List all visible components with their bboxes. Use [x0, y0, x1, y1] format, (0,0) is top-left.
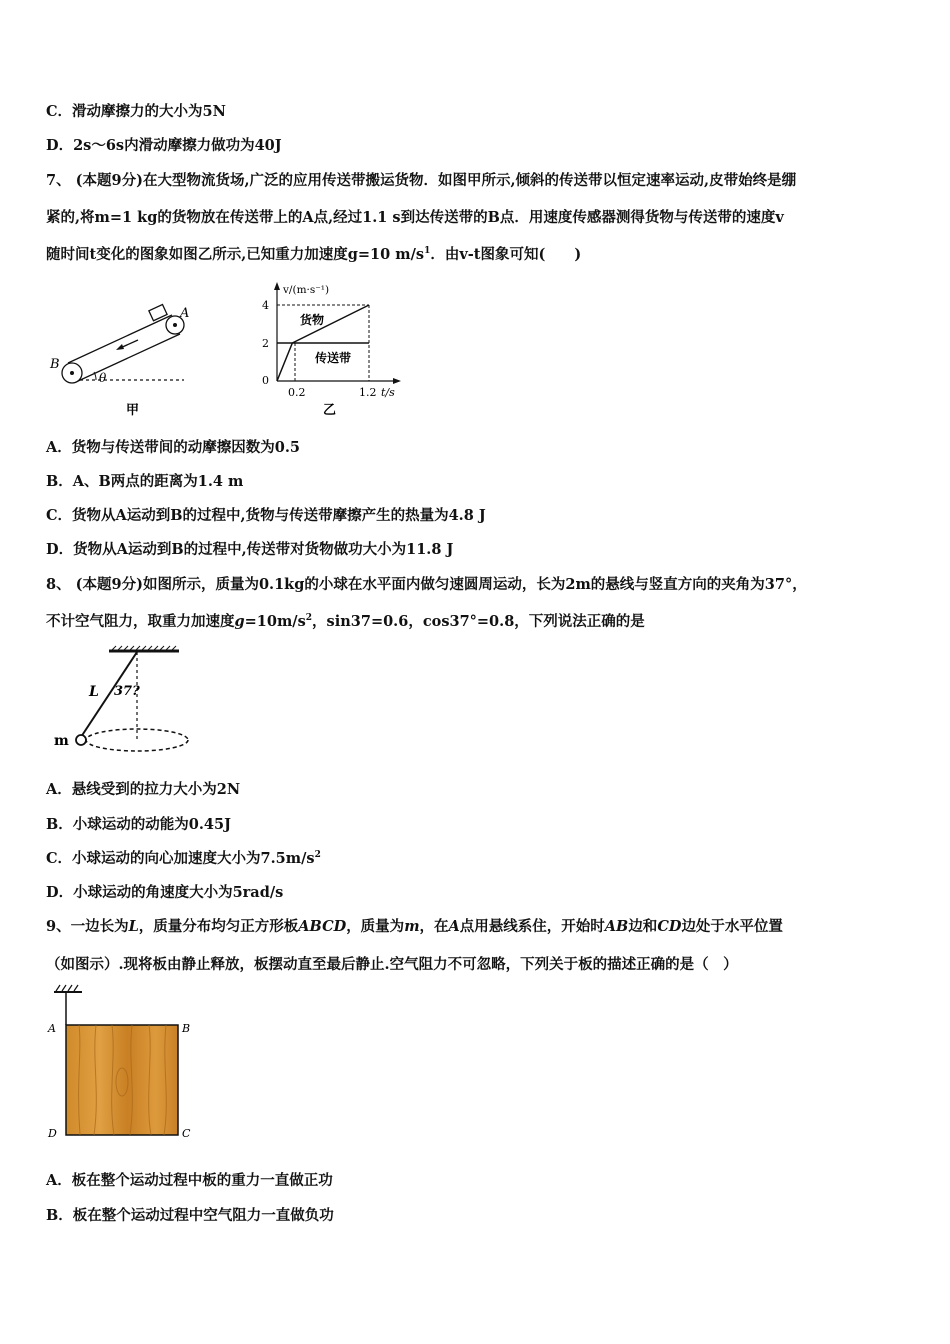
q9-option-a: A．板在整个运动过程中板的重力一直做正功 — [46, 1172, 333, 1189]
q8-option-d: D．小球运动的角速度大小为5rad/s — [46, 884, 284, 901]
q7-option-b: B．A、B两点的距离为1.4 m — [46, 473, 244, 490]
conveyor-figure — [46, 300, 196, 420]
vt-ytick-0: 0 — [262, 374, 269, 387]
board-label-b: B — [182, 1022, 191, 1035]
vt-graph — [255, 280, 415, 420]
q7-stem-line2: 紧的,将m=1 kg的货物放在传送带上的A点,经过1.1 s到达传送带的B点．用速度传感器测得货物与传送带的速度v — [46, 209, 784, 226]
vt-ylabel: v/(m·s⁻¹) — [283, 284, 330, 296]
q9-stem-line1: 9、一边长为L，质量分布均匀正方形板ABCD，质量为m，在A点用悬线系住，开始时AB边和CD边处于水平位置 — [46, 918, 783, 935]
q7-stem-line1: 7、 (本题9分)在大型物流货场,广泛的应用传送带搬运货物．如图甲所示,倾斜的传送带以恒定速率运动,皮带始终是绷 — [46, 172, 797, 189]
vt-label-belt: 传送带 — [315, 351, 352, 365]
fig1-caption: 甲 — [126, 403, 140, 418]
board-label-a: A — [48, 1022, 56, 1035]
q7-option-c: C．货物从A运动到B的过程中,货物与传送带摩擦产生的热量为4.8 J — [46, 507, 486, 524]
q8-option-c: C．小球运动的向心加速度大小为$7.5m/s^2$ — [46, 850, 321, 867]
q7-option-d: D．货物从A运动到B的过程中,传送带对货物做功大小为11.8 J — [46, 541, 454, 558]
q6-option-d: D．2s～6s内滑动摩擦力做功为40J — [46, 137, 282, 154]
fig1-theta: θ — [99, 371, 107, 385]
q8-stem-line1: 8、 (本题9分)如图所示，质量为0.1kg的小球在水平面内做匀速圆周运动，长为2m的悬线与竖直方向的夹角为37°， — [46, 576, 807, 593]
fig1-label-b: B — [50, 357, 60, 372]
vt-ytick-2: 2 — [262, 337, 269, 350]
vt-xtick-12: 1.2 — [359, 386, 377, 399]
wooden-board — [66, 1025, 178, 1135]
q9-option-b: B．板在整个运动过程中空气阻力一直做负功 — [46, 1207, 334, 1224]
fig1-label-a: A — [180, 306, 190, 321]
board-label-d: D — [48, 1127, 57, 1140]
vt-xunit: t/s — [381, 386, 395, 399]
square-board-figure — [44, 982, 204, 1147]
pendulum-angle: 37? — [114, 684, 140, 699]
q8-option-a: A．悬线受到的拉力大小为2N — [46, 781, 241, 798]
q9-stem-line2: （如图示）.现将板由静止释放，板摆动直至最后静止.空气阻力不可忽略，下列关于板的描述正确的是（ ） — [46, 956, 738, 973]
pendulum-mass: m — [54, 733, 69, 749]
board-label-c: C — [182, 1127, 191, 1140]
vt-ytick-4: 4 — [262, 299, 269, 312]
q7-option-a: A．货物与传送带间的动摩擦因数为0.5 — [46, 439, 300, 456]
vt-xtick-02: 0.2 — [288, 386, 306, 399]
pendulum-label-l: L — [89, 684, 99, 700]
q8-option-b: B．小球运动的动能为0.45J — [46, 816, 231, 833]
q7-stem-line3: 随时间t变化的图象如图乙所示,已知重力加速度g=10 $m/s^1$．由v-t图象可知( ) — [46, 246, 582, 263]
q6-option-c: C．滑动摩擦力的大小为5N — [46, 103, 226, 120]
vt-label-cargo: 货物 — [300, 313, 325, 327]
q8-stem-line2: 不计空气阻力，取重力加速度$g=10m/s^2$，sin37=0.6，cos37°=0.8，下列说法正确的是 — [46, 613, 645, 630]
conical-pendulum-figure — [52, 645, 197, 760]
vt-caption: 乙 — [323, 403, 337, 418]
